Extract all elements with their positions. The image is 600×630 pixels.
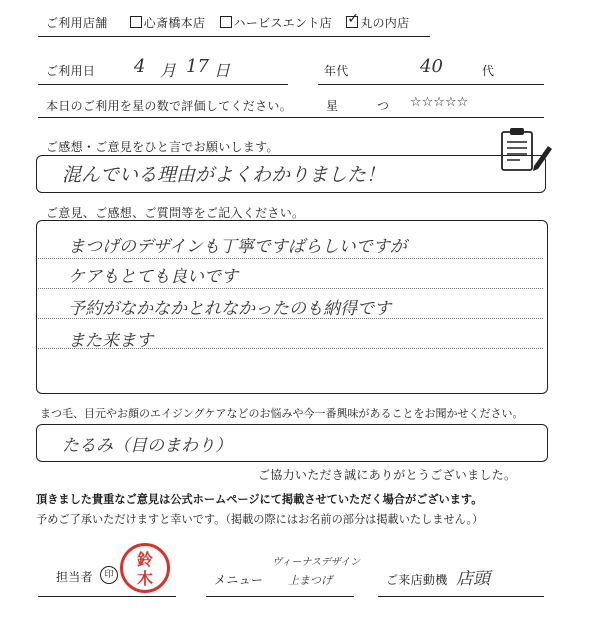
opinion-line-3: 予約がなかなかとれなかったのも納得です <box>68 299 391 319</box>
opinion-line-1: まつげのデザインも丁寧ですばらしいですが <box>68 237 407 257</box>
rating-prompt: 本日のご利用を星の数で評価してください。 <box>46 99 293 113</box>
store-option-shinsaibashi[interactable] <box>130 16 206 30</box>
visit-month: 4 <box>134 56 146 77</box>
notice-line-1: 頂きました貴重なご意見は公式ホームページにて掲載させていただく場合がございます。 <box>36 493 483 506</box>
menu-value-1: ヴィーナスデザイン <box>272 557 361 568</box>
visit-day-unit: 日 <box>214 61 231 80</box>
age-label: 年代 <box>324 64 349 78</box>
store-option-label: 丸の内店 <box>360 16 410 30</box>
checkbox-shinsaibashi[interactable] <box>130 16 142 28</box>
store-row <box>46 14 409 31</box>
seal-mark-text: 印 <box>104 570 114 580</box>
store-option-label: 心斎橋本店 <box>143 16 206 30</box>
stamp-text: 鈴木 <box>136 550 153 588</box>
date-label: ご利用日 <box>46 64 96 78</box>
checkbox-herbis[interactable] <box>220 16 232 28</box>
impression-answer: 混んでいる理由がよくわかりました！ <box>62 164 386 186</box>
opinion-line-2: ケアもとても良いです <box>68 267 238 287</box>
thanks-text: ご協力いただき誠にありがとうございました。 <box>258 468 517 482</box>
visit-day: 17 <box>186 56 209 77</box>
opinion-prompt: ご意見、ご感想、ご質問等をご記入ください。 <box>46 206 305 220</box>
menu-value-2: 上まつげ <box>288 574 332 587</box>
store-option-herbis[interactable] <box>220 16 332 30</box>
staff-label: 担当者 <box>56 570 93 584</box>
star-rating[interactable]: ☆☆☆☆☆ <box>410 95 469 110</box>
concern-prompt: まつ毛、目元やお顔のエイジングケアなどのお悩みや今一番興味があることをお聞かせください。 <box>40 407 524 420</box>
checkbox-marunouchi[interactable] <box>346 16 358 28</box>
staff-stamp <box>120 543 170 593</box>
opinion-line-4: また来ます <box>68 331 153 351</box>
seal-mark-icon <box>100 566 118 584</box>
impression-prompt: ご感想・ご意見をひと言でお願いします。 <box>46 140 279 154</box>
menu-label: メニュー <box>214 573 264 587</box>
star-unit: つ <box>377 99 390 113</box>
store-label: ご利用店舗 <box>46 16 108 30</box>
age-unit: 代 <box>482 64 495 78</box>
star-label: 星 <box>326 99 339 113</box>
concern-answer: たるみ（目のまわり） <box>62 436 232 456</box>
motive-value: 店頭 <box>456 569 490 589</box>
motive-label: ご来店動機 <box>386 573 448 587</box>
visit-month-unit: 月 <box>160 61 177 80</box>
store-option-label: ハービスエント店 <box>233 16 332 30</box>
notice-line-2: 予めご了承いただけますと幸いです。（掲載の際にはお名前の部分は掲載いたしません。） <box>36 513 484 526</box>
store-option-marunouchi[interactable] <box>346 16 409 30</box>
age-value: 40 <box>420 56 443 77</box>
